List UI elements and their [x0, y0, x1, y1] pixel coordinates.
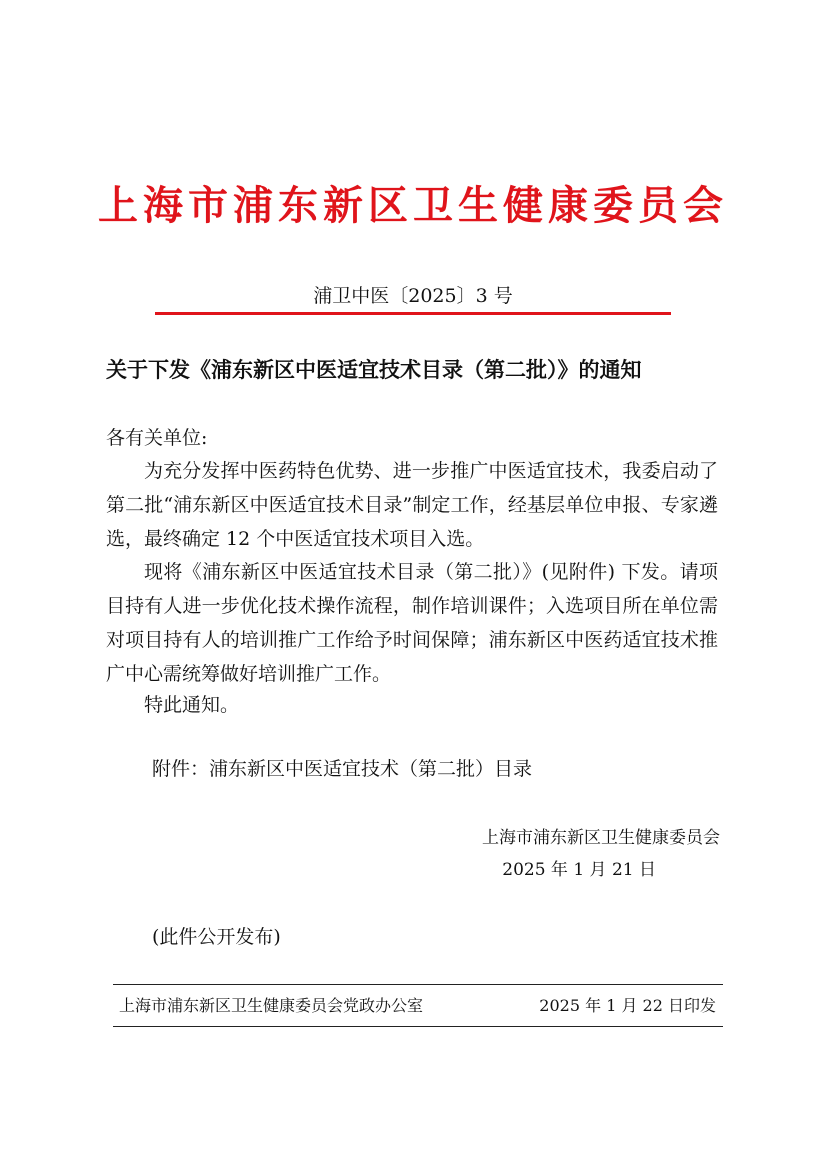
salutation: 各有关单位:: [106, 427, 208, 449]
red-separator-line: [155, 312, 671, 315]
issuing-organization: 上海市浦东新区卫生健康委员会: [98, 182, 728, 229]
body-paragraph-3: 特此通知。: [144, 694, 240, 716]
footer-bottom-rule: [113, 1026, 723, 1027]
body-paragraph-2: 现将《浦东新区中医适宜技术目录（第二批）》(见附件) 下发。请项目持有人进一步优化技术操作流程，制作培训课件；入选项目所在单位需对项目持有人的培训推广工作给予时间保障；浦东新区中医药适宜技术推广中心需统筹做好培训推广工作。: [106, 561, 718, 685]
attachment-line: 附件：浦东新区中医适宜技术（第二批）目录: [152, 758, 533, 780]
body-paragraph-1: 为充分发挥中医药特色优势、进一步推广中医适宜技术，我委启动了第二批“浦东新区中医适宜技术目录”制定工作，经基层单位申报、专家遴选，最终确定 12 个中医适宜技术项目入选。: [106, 460, 718, 550]
document-number: 浦卫中医〔2025〕3 号: [313, 285, 513, 307]
footer-print-date: 2025 年 1 月 22 日印发: [539, 996, 716, 1015]
signature-organization: 上海市浦东新区卫生健康委员会: [482, 828, 720, 848]
signature-date: 2025 年 1 月 21 日: [502, 860, 656, 880]
footer-office: 上海市浦东新区卫生健康委员会党政办公室: [119, 996, 424, 1015]
footer-top-rule: [113, 984, 723, 985]
notice-title: 关于下发《浦东新区中医适宜技术目录（第二批）》的通知: [106, 358, 642, 382]
publication-note: (此件公开发布): [152, 926, 281, 948]
